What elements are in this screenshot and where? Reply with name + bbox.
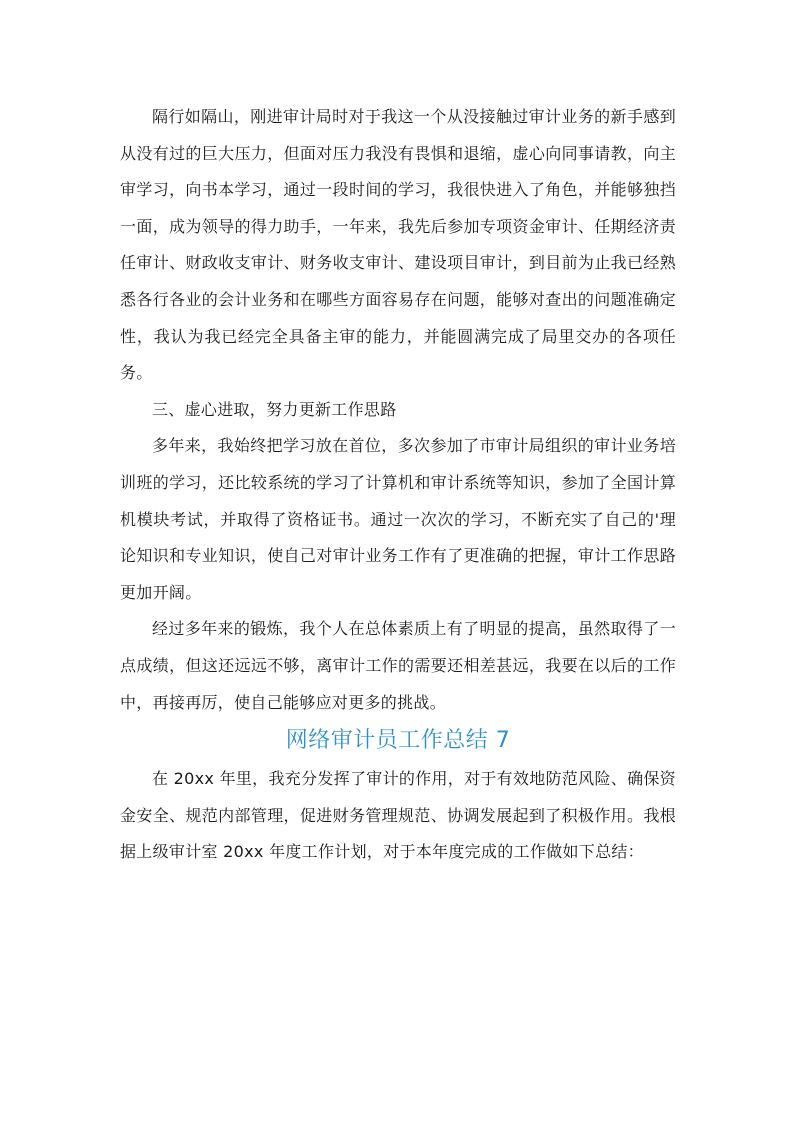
paragraph-intro: 在 20xx 年里，我充分发挥了审计的作用，对于有效地防范风险、确保资金安全、规范内部管理，促进财务管理规范、协调发展起到了积极作用。我根据上级审计室 20xx 年度工作计划，对于本年度完成的工作做如下总结：: [120, 769, 676, 862]
paragraph-study: 多年来，我始终把学习放在首位，多次参加了市审计局组织的审计业务培训班的学习，还比较系统的学习了计算机和审计系统等知识，参加了全国计算机模块考试，并取得了资格证书。通过一次次的学习，不断充实了自己的'理论知识和专业知识，使自己对审计业务工作有了更准确的把握，审计工作思路更加开阔。: [120, 436, 676, 602]
document-body: [120, 99, 676, 871]
paragraph-probation: 隔行如隔山，刚进审计局时对于我这一个从没接触过审计业务的新手感到从没有过的巨大压力，但面对压力我没有畏惧和退缩，虚心向同事请教，向主审学习，向书本学习，通过一段时间的学习，我很快进入了角色，并能够独挡一面，成为领导的得力助手，一年来，我先后参加专项资金审计、任期经济责任审计、财政收支审计、财务收支审计、建设项目审计，到目前为止我已经熟悉各行各业的会计业务和在哪些方面容易存在问题，能够对查出的问题准确定性，我认为我已经完全具备主审的能力，并能圆满完成了局里交办的各项任务。: [120, 107, 676, 383]
paragraph-conclusion: 经过多年来的锻炼，我个人在总体素质上有了明显的提高，虽然取得了一点成绩，但这还远远不够，离审计工作的需要还相差甚远，我要在以后的工作中，再接再厉，使自己能够应对更多的挑战。: [120, 619, 676, 712]
section-subheading: 三、虚心进取，努力更新工作思路: [152, 399, 397, 419]
section-title: 网络审计员工作总结 7: [285, 728, 511, 754]
